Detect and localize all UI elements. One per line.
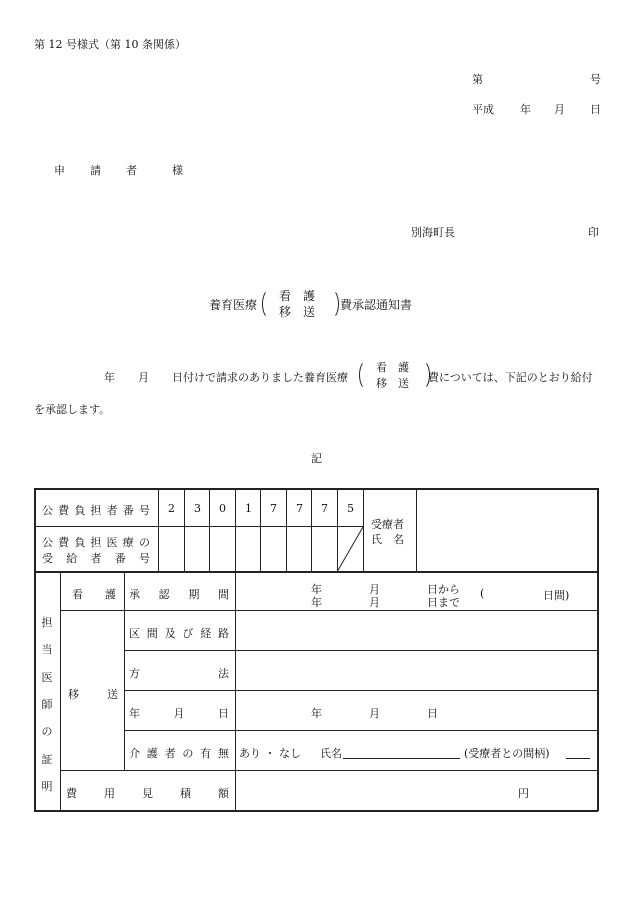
approval-from-month: 月 — [369, 583, 380, 596]
form-number: 第 12 号様式（第 10 条関係） — [34, 38, 186, 51]
method-field[interactable] — [242, 656, 592, 684]
cost-estimate-label: 費 用 見 積 額 — [66, 787, 229, 800]
doctor-certification-label: 担 当 医 師 の 証 明 — [41, 616, 53, 793]
payer-digit-3: 0 — [219, 502, 226, 515]
payer-digit-8: 5 — [347, 502, 354, 515]
title-suffix: 費承認通知書 — [340, 298, 413, 312]
patient-label-2: 氏 名 — [371, 533, 404, 546]
approval-days: 日間) — [543, 589, 570, 602]
date-value-year: 年 — [311, 707, 322, 720]
approval-period-label: 承 認 期 間 — [129, 588, 229, 601]
date-day: 日 — [590, 103, 601, 116]
date-month: 月 — [554, 103, 565, 116]
body-paren-bottom: 移 送 — [376, 377, 409, 390]
issuer-name: 別海町長 — [411, 226, 455, 239]
title-paren-left — [262, 289, 278, 319]
caregiver-label: 介 護 者 の 有 無 — [129, 747, 229, 760]
payer-digit-6: 7 — [296, 502, 303, 515]
payer-digit-1: 2 — [168, 502, 175, 515]
payer-digit-7: 7 — [321, 502, 328, 515]
body-year: 年 — [104, 371, 115, 384]
doc-number-prefix: 第 — [472, 73, 483, 86]
patient-label-1: 受療者 — [371, 518, 404, 531]
title-paren-bottom: 移 送 — [279, 305, 316, 319]
payer-number-label: 公 費 負 担 者 番 号 — [42, 504, 150, 517]
approval-to-year: 年 — [311, 596, 322, 609]
addressee-char-1: 申 — [54, 164, 65, 177]
body-line-2: を承認します。 — [34, 403, 111, 416]
method-label: 方 法 — [129, 667, 229, 680]
date-label: 年 月 日 — [129, 707, 229, 720]
addressee-char-2: 請 — [90, 164, 101, 177]
issuer-seal: 印 — [588, 226, 599, 239]
title-paren-top: 看 護 — [279, 289, 316, 303]
body-text-1: 日付けで請求のありました養育医療 — [172, 371, 348, 384]
body-text-2: 費については、下記のとおり給付 — [428, 371, 593, 384]
caregiver-relation-field[interactable] — [566, 746, 590, 759]
patient-name-field[interactable] — [430, 520, 590, 536]
body-paren-left — [359, 360, 375, 390]
recipient-label-line-1: 公 費 負 担 医 療 の — [42, 536, 150, 549]
doc-number-suffix: 号 — [590, 73, 601, 86]
route-label: 区 間 及 び 経 路 — [129, 627, 229, 640]
caregiver-name-field[interactable] — [343, 746, 460, 759]
date-value-day: 日 — [427, 707, 438, 720]
title-prefix: 養育医療 — [209, 298, 258, 312]
body-paren-top: 看 護 — [376, 361, 409, 374]
recipient-label-line-2: 受 給 者 番 号 — [42, 552, 150, 565]
ki-mark: 記 — [311, 452, 322, 465]
approval-open-paren: ( — [480, 587, 485, 600]
approval-from: 日から — [427, 583, 460, 596]
date-era: 平成 — [472, 103, 494, 116]
approval-to: 日まで — [427, 596, 460, 609]
addressee-honorific: 様 — [172, 164, 183, 177]
addressee-char-3: 者 — [126, 164, 137, 177]
caregiver-relation-label: (受療者との間柄) — [464, 747, 550, 760]
approval-to-month: 月 — [369, 596, 380, 609]
date-value-month: 月 — [369, 707, 380, 720]
caregiver-name-label: 氏名 — [320, 747, 342, 760]
route-field[interactable] — [242, 616, 592, 644]
payer-digit-4: 1 — [245, 502, 252, 515]
kango-label: 看 護 — [72, 588, 116, 601]
date-year: 年 — [520, 103, 531, 116]
iso-label: 移 送 — [68, 688, 118, 701]
approval-from-year: 年 — [311, 583, 322, 596]
title-paren-right — [323, 289, 339, 319]
diagonal-slash — [337, 527, 364, 572]
cost-unit: 円 — [518, 787, 529, 800]
payer-digit-2: 3 — [194, 502, 201, 515]
caregiver-options[interactable]: あり ・ なし — [239, 747, 301, 760]
body-month: 月 — [138, 371, 149, 384]
payer-digit-5: 7 — [270, 502, 277, 515]
